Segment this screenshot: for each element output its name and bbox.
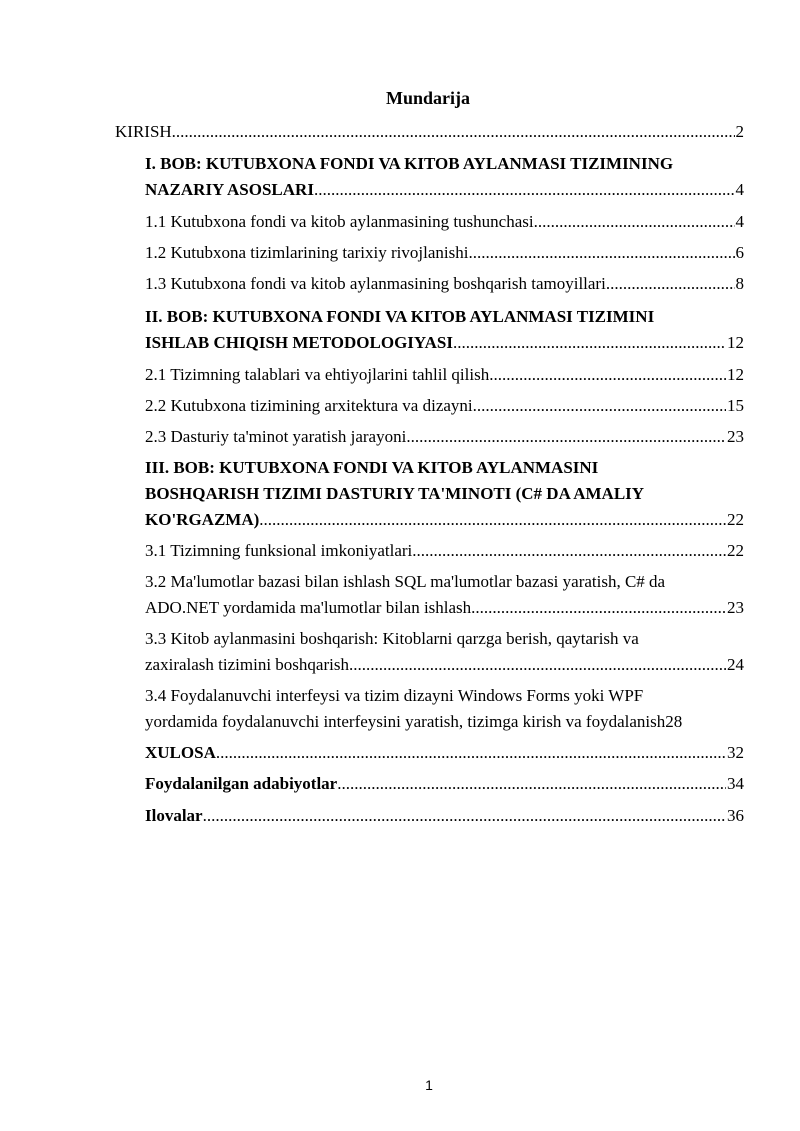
toc-entry-label: XULOSA: [145, 743, 216, 762]
toc-entry-section-1-2[interactable]: [145, 240, 744, 266]
toc-page-number: 24: [727, 655, 744, 674]
toc-entry-label: 2.3 Dasturiy ta'minot yaratish jarayoni: [145, 427, 407, 446]
toc-entry-section-3-2[interactable]: [145, 569, 744, 621]
toc-entry-section-3-4[interactable]: [145, 683, 744, 735]
toc-entry-label: zaxiralash tizimini boshqarish: [145, 655, 349, 674]
toc-entry-chapter-1[interactable]: [145, 151, 744, 203]
dot-leader: [412, 538, 726, 564]
toc-page-number: 6: [735, 243, 744, 262]
toc-page-number: 36: [727, 806, 744, 825]
dot-leader: [406, 424, 726, 450]
toc-entry-label: Ilovalar: [145, 806, 203, 825]
toc-entry-label: II. BOB: KUTUBXONA FONDI VA KITOB AYLANMASI TIZIMINI: [145, 307, 655, 326]
toc-page-number: 22: [727, 510, 744, 529]
toc-entry-label: 1.1 Kutubxona fondi va kitob aylanmasining tushunchasi: [145, 212, 534, 231]
toc-entry-label: III. BOB: KUTUBXONA FONDI VA KITOB AYLANMASINI: [145, 458, 599, 477]
toc-page-number: 4: [735, 212, 744, 231]
dot-leader: [489, 362, 726, 388]
toc-entry-label: 3.4 Foydalanuvchi interfeysi va tizim dizayni Windows Forms yoki WPF: [145, 686, 644, 705]
toc-page-number: 34: [727, 774, 744, 793]
toc-entry-section-1-3[interactable]: [145, 271, 744, 297]
toc-entry-label: KO'RGAZMA): [145, 510, 260, 529]
toc-page-number: 23: [727, 598, 744, 617]
toc-entry-label: 3.1 Tizimning funksional imkoniyatlari: [145, 541, 413, 560]
toc-entry-section-2-1[interactable]: [145, 362, 744, 388]
toc-entry-section-1-1[interactable]: [145, 209, 744, 235]
dot-leader: [606, 271, 735, 297]
toc-page-number: 28: [665, 712, 683, 731]
toc-entry-label: 1.2 Kutubxona tizimlarining tarixiy rivojlanishi: [145, 243, 469, 262]
toc-entry-xulosa[interactable]: [145, 740, 744, 766]
toc-entry-section-3-3[interactable]: [145, 626, 744, 678]
toc-entry-label: ADO.NET yordamida ma'lumotlar bilan ishlash: [145, 598, 472, 617]
toc-page-number: 4: [735, 180, 744, 199]
dot-leader: [216, 740, 726, 766]
toc-page-number: 12: [727, 365, 744, 384]
dot-leader: [534, 209, 735, 235]
toc-entry-chapter-3[interactable]: [145, 455, 744, 533]
toc-page-number: 12: [727, 333, 744, 352]
toc-entry-references[interactable]: [145, 771, 744, 797]
toc-entry-section-2-3[interactable]: [145, 424, 744, 450]
toc-page-number: 15: [727, 396, 744, 415]
toc-entry-label: 2.2 Kutubxona tizimining arxitektura va dizayni: [145, 396, 473, 415]
toc-page-number: 22: [727, 541, 744, 560]
toc-entry-label: 1.3 Kutubxona fondi va kitob aylanmasining boshqarish tamoyillari: [145, 274, 606, 293]
toc-entry-chapter-2[interactable]: [145, 304, 744, 356]
toc-entry-appendices[interactable]: [145, 803, 744, 829]
toc-entry-label: Foydalanilgan adabiyotlar: [145, 774, 338, 793]
toc-entry-label: 2.1 Tizimning talablari va ehtiyojlarini tahlil qilish: [145, 365, 490, 384]
toc-entry-section-3-1[interactable]: [145, 538, 744, 564]
dot-leader: [259, 507, 726, 533]
toc-entry-label: 3.3 Kitob aylanmasini boshqarish: Kitoblarni qarzga berish, qaytarish va: [145, 629, 639, 648]
dot-leader: [471, 595, 726, 621]
toc-title: Mundarija: [385, 88, 470, 108]
dot-leader: [203, 803, 726, 829]
toc-entry-kirish[interactable]: [115, 119, 744, 145]
toc-page-number: 23: [727, 427, 744, 446]
toc-entry-label: BOSHQARISH TIZIMI DASTURIY TA'MINOTI (C# DA AMALIY: [145, 484, 645, 503]
toc-entry-label: I. BOB: KUTUBXONA FONDI VA KITOB AYLANMASI TIZIMINING: [145, 154, 674, 173]
page-footer-number: 1: [425, 1077, 433, 1093]
toc-page-number: 32: [727, 743, 744, 762]
dot-leader: [468, 240, 734, 266]
toc-page-number: 2: [735, 122, 744, 141]
dot-leader: [337, 771, 726, 797]
dot-leader: [314, 177, 735, 203]
toc-page-number: 8: [735, 274, 744, 293]
toc-entry-section-2-2[interactable]: [145, 393, 744, 419]
toc-entry-label: yordamida foydalanuvchi interfeysini yaratish, tizimga kirish va foydalanish: [145, 712, 666, 731]
dot-leader: [473, 393, 726, 419]
toc-entry-label: ISHLAB CHIQISH METODOLOGIYASI: [145, 333, 453, 352]
dot-leader: [349, 652, 726, 678]
toc-entry-label: KIRISH: [115, 122, 172, 141]
dot-leader: [172, 119, 735, 145]
toc-entry-label: NAZARIY ASOSLARI: [145, 180, 314, 199]
toc-entry-label: 3.2 Ma'lumotlar bazasi bilan ishlash SQL ma'lumotlar bazasi yaratish, C# da: [145, 572, 666, 591]
dot-leader: [453, 330, 726, 356]
